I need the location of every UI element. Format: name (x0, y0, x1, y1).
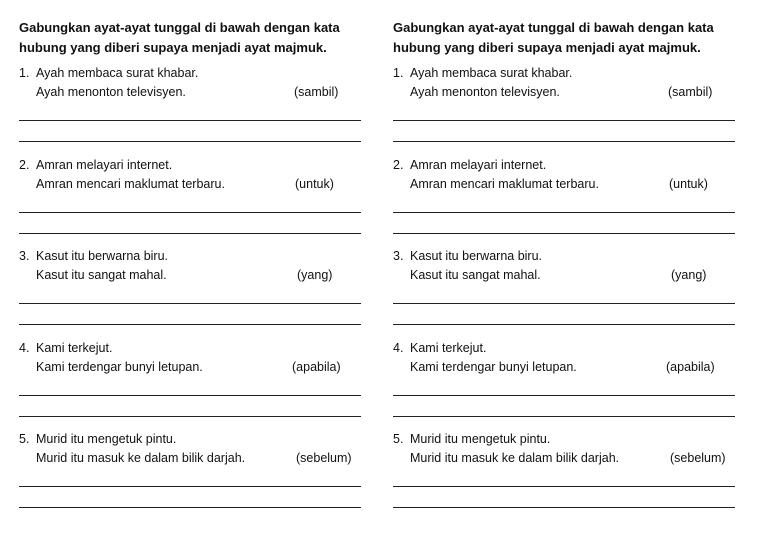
instruction-line-2: hubung yang diberi supaya menjadi ayat majmuk. (393, 40, 701, 55)
sentence-1: Ayah membaca surat khabar. (410, 66, 573, 80)
question-item (393, 64, 738, 156)
sentence-2: Kasut itu sangat mahal. (410, 268, 541, 282)
question-number: 1. (393, 66, 404, 80)
sentence-1: Murid itu mengetuk pintu. (36, 432, 177, 446)
sentence-1: Kasut itu berwarna biru. (36, 249, 169, 263)
answer-line[interactable] (393, 324, 735, 325)
connector-word: (untuk) (295, 176, 334, 191)
sentence-1: Ayah membaca surat khabar. (36, 66, 199, 80)
sentence-2: Murid itu masuk ke dalam bilik darjah. (36, 451, 246, 465)
question-number: 5. (393, 432, 404, 446)
answer-line[interactable] (19, 324, 361, 325)
answer-line[interactable] (19, 303, 361, 304)
connector-word: (yang) (671, 268, 707, 282)
question-item (393, 247, 738, 339)
question-item (19, 156, 364, 248)
answer-line[interactable] (19, 486, 361, 487)
answer-line[interactable] (393, 507, 735, 508)
answer-line[interactable] (19, 395, 361, 396)
connector-word: (sambil) (294, 85, 339, 99)
question-item (19, 247, 364, 339)
worksheet-right (393, 18, 738, 522)
question-item (393, 156, 738, 248)
question-item (19, 64, 364, 156)
question-item (393, 430, 738, 522)
sentence-1: Amran melayari internet. (410, 157, 547, 172)
answer-line[interactable] (19, 507, 361, 508)
connector-word: (yang) (297, 268, 333, 282)
sentence-2: Kami terdengar bunyi letupan. (36, 359, 203, 374)
answer-line[interactable] (393, 120, 735, 121)
question-number: 2. (19, 157, 30, 172)
instruction-heading (393, 18, 738, 58)
answer-line[interactable] (19, 141, 361, 142)
answer-line[interactable] (393, 303, 735, 304)
question-number: 3. (19, 249, 30, 263)
worksheet-left (19, 18, 364, 522)
answer-line[interactable] (393, 141, 735, 142)
sentence-1: Murid itu mengetuk pintu. (410, 432, 551, 446)
question-number: 5. (19, 432, 30, 446)
sentence-1: Amran melayari internet. (36, 157, 173, 172)
sentence-2: Ayah menonton televisyen. (36, 85, 186, 99)
sentence-2: Amran mencari maklumat terbaru. (36, 176, 225, 191)
instruction-line-1: Gabungkan ayat-ayat tunggal di bawah dengan kata (19, 20, 340, 35)
instruction-heading (19, 18, 364, 58)
answer-line[interactable] (19, 233, 361, 234)
answer-line[interactable] (393, 233, 735, 234)
question-item (393, 339, 738, 431)
sentence-1: Kami terkejut. (36, 340, 113, 355)
question-number: 4. (19, 340, 30, 355)
answer-line[interactable] (393, 416, 735, 417)
question-number: 3. (393, 249, 404, 263)
question-number: 4. (393, 340, 404, 355)
sentence-2: Kami terdengar bunyi letupan. (410, 359, 577, 374)
sentence-2: Kasut itu sangat mahal. (36, 268, 167, 282)
instruction-line-1: Gabungkan ayat-ayat tunggal di bawah dengan kata (393, 20, 714, 35)
sentence-2: Ayah menonton televisyen. (410, 85, 560, 99)
connector-word: (sambil) (668, 85, 713, 99)
answer-line[interactable] (393, 212, 735, 213)
answer-line[interactable] (19, 120, 361, 121)
connector-word: (untuk) (669, 176, 708, 191)
answer-line[interactable] (393, 395, 735, 396)
sentence-1: Kasut itu berwarna biru. (410, 249, 543, 263)
sentence-2: Amran mencari maklumat terbaru. (410, 176, 599, 191)
connector-word: (apabila) (292, 359, 341, 374)
connector-word: (sebelum) (296, 451, 352, 465)
instruction-line-2: hubung yang diberi supaya menjadi ayat majmuk. (19, 40, 327, 55)
connector-word: (sebelum) (670, 451, 726, 465)
answer-line[interactable] (19, 416, 361, 417)
question-item (19, 430, 364, 522)
answer-line[interactable] (393, 486, 735, 487)
sentence-2: Murid itu masuk ke dalam bilik darjah. (410, 451, 620, 465)
question-item (19, 339, 364, 431)
question-number: 1. (19, 66, 30, 80)
connector-word: (apabila) (666, 359, 715, 374)
question-number: 2. (393, 157, 404, 172)
answer-line[interactable] (19, 212, 361, 213)
sentence-1: Kami terkejut. (410, 340, 487, 355)
